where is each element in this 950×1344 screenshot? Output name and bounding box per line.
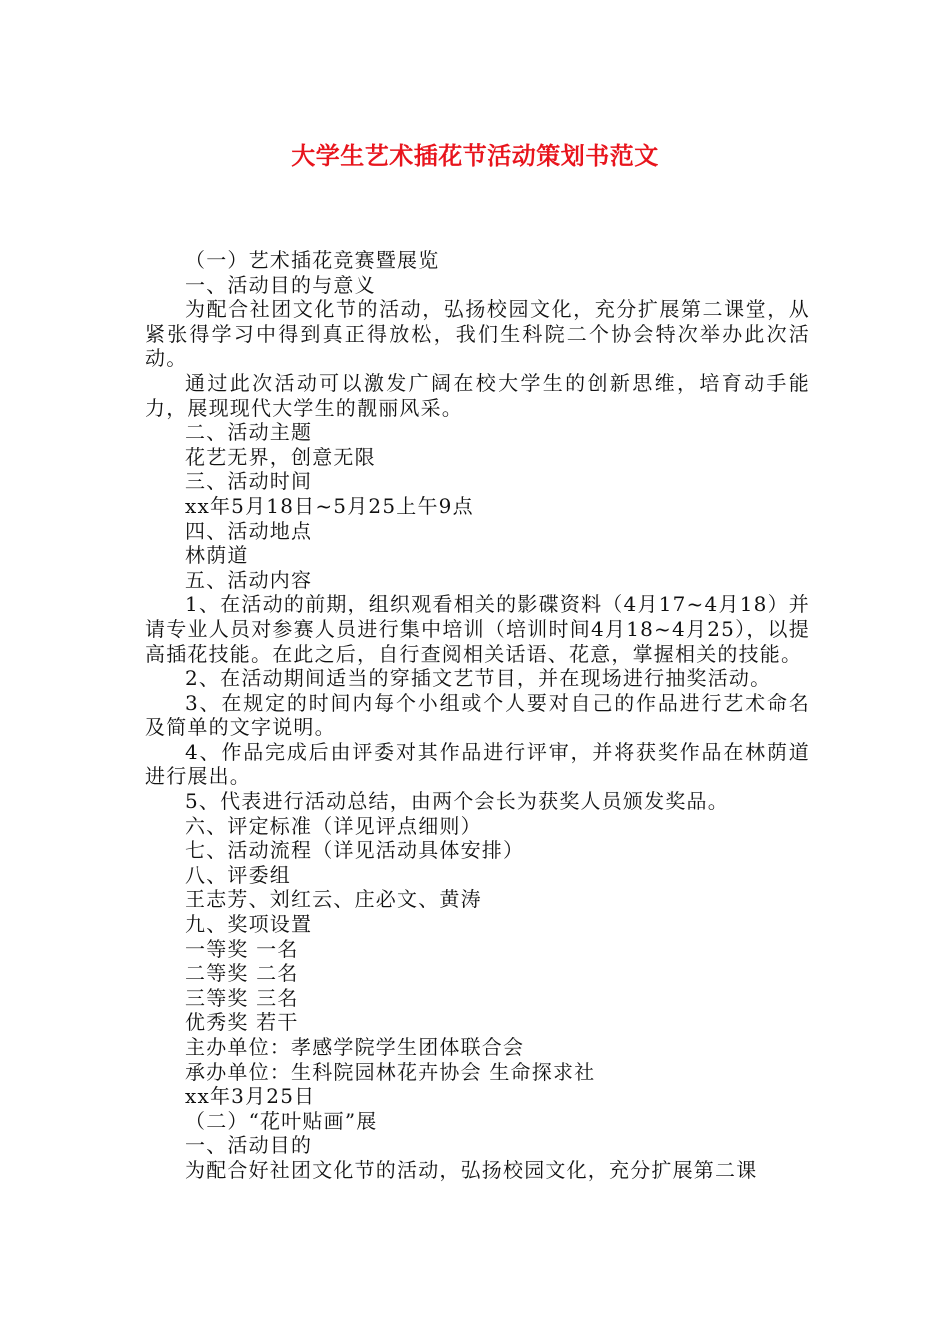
paragraph: 三等奖 三名	[185, 985, 299, 1010]
paragraph: xx年3月25日	[185, 1084, 316, 1109]
paragraph: 一等奖 一名	[185, 936, 299, 961]
paragraph: 二等奖 二名	[185, 961, 299, 986]
paragraph: 为配合好社团文化节的活动，弘扬校园文化，充分扩展第二课	[185, 1157, 758, 1182]
paragraph: 六、评定标准（详见评点细则）	[185, 813, 482, 838]
paragraph: 承办单位：生科院园林花卉协会 生命探求社	[185, 1059, 596, 1084]
paragraph: 为配合社团文化节的活动，弘扬校园文化，充分扩展第二课堂，从紧张得学习中得到真正得放松，我们生科院二个协会特次举办此次活动。	[145, 297, 810, 371]
paragraph: （二）“花叶贴画”展	[185, 1108, 378, 1133]
paragraph: 四、活动地点	[185, 518, 313, 543]
paragraph: 主办单位：孝感学院学生团体联合会	[185, 1035, 525, 1059]
paragraph: 二、活动主题	[185, 420, 313, 445]
document-title: 大学生艺术插花节活动策划书范文	[291, 142, 659, 170]
paragraph: 五、活动内容	[185, 567, 313, 592]
paragraph: xx年5月18日~5月25上午9点	[185, 493, 474, 518]
paragraph: 花艺无界，创意无限	[185, 444, 376, 469]
paragraph: 优秀奖 若干	[185, 1010, 299, 1035]
paragraph: 七、活动流程（详见活动具体安排）	[185, 838, 525, 863]
paragraph: 八、评委组	[185, 862, 291, 887]
paragraph: 林荫道	[185, 543, 249, 568]
paragraph: （一）艺术插花竞赛暨展览	[185, 248, 440, 272]
paragraph: 一、活动目的	[185, 1133, 313, 1158]
paragraph: 4、作品完成后由评委对其作品进行评审，并将获奖作品在林荫道进行展出。	[145, 739, 810, 789]
document-body	[145, 248, 810, 1183]
paragraph: 三、活动时间	[185, 469, 313, 494]
paragraph: 一、活动目的与意义	[185, 272, 376, 297]
paragraph: 3、在规定的时间内每个小组或个人要对自己的作品进行艺术命名及简单的文字说明。	[145, 690, 810, 740]
paragraph: 通过此次活动可以激发广阔在校大学生的创新思维，培育动手能力，展现现代大学生的靓丽风采。	[145, 370, 810, 420]
paragraph: 5、代表进行活动总结，由两个会长为获奖人员颁发奖品。	[185, 789, 729, 814]
paragraph: 1、在活动的前期，组织观看相关的影碟资料（4月17~4月18）并请专业人员对参赛人员进行集中培训（培训时间4月18~4月25），以提高插花技能。在此之后，自行查阅相关话语、花意，掌握相关的技能。	[145, 592, 810, 666]
paragraph: 王志芳、刘红云、庄必文、黄涛	[185, 887, 482, 912]
paragraph: 2、在活动期间适当的穿插文艺节目，并在现场进行抽奖活动。	[185, 666, 772, 691]
paragraph: 九、奖项设置	[185, 912, 313, 937]
